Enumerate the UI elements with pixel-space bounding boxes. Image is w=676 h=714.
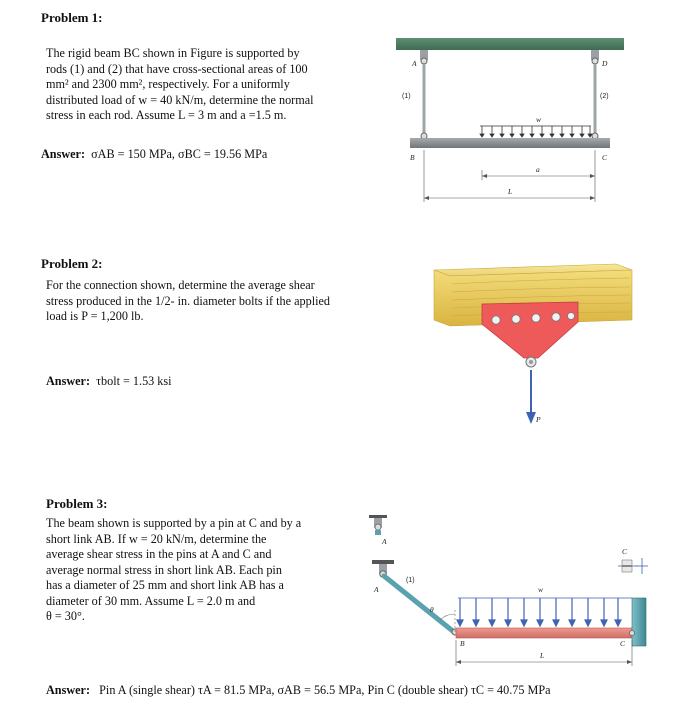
label-l-dim: L bbox=[540, 651, 545, 660]
label-p: P bbox=[536, 415, 541, 424]
bolt-icon bbox=[512, 315, 520, 323]
label-rod-2: (2) bbox=[600, 93, 609, 100]
problem-2-answer bbox=[46, 374, 172, 389]
answer-label: Answer: bbox=[46, 683, 91, 697]
distributed-load-arrows bbox=[457, 598, 621, 626]
support-a bbox=[372, 560, 394, 564]
label-b: B bbox=[410, 153, 415, 162]
problem-3-title: Problem 3: bbox=[46, 496, 108, 511]
figure-1-rigid-beam bbox=[390, 30, 630, 210]
problem-3-line: average shear stress in the pins at A and C and bbox=[46, 547, 272, 561]
problem-2-line: load is P = 1,200 lb. bbox=[46, 309, 144, 323]
problem-1-title: Problem 1: bbox=[41, 10, 103, 25]
problem-3-line: θ = 30°. bbox=[46, 609, 85, 623]
problem-1-line: rods (1) and (2) that have cross-sectional areas of 100 bbox=[46, 61, 308, 76]
label-d: D bbox=[602, 59, 608, 68]
problem-1-line: The rigid beam BC shown in Figure is supported by bbox=[46, 46, 300, 60]
answer-label: Answer: bbox=[46, 374, 91, 388]
problem-3-statement bbox=[46, 516, 366, 625]
label-w: w bbox=[536, 115, 542, 124]
problem-3-line: average normal stress in short link AB. Each pin bbox=[46, 562, 282, 577]
answer-value: τbolt = 1.53 ksi bbox=[96, 374, 172, 388]
problem-3-line: short link AB. If w = 20 kN/m, determine the bbox=[46, 531, 267, 546]
label-a-dim: a bbox=[536, 165, 540, 174]
gusset-plate bbox=[482, 302, 578, 358]
label-theta: θ bbox=[430, 605, 434, 614]
pin-c-detail bbox=[618, 558, 648, 574]
problem-2-title: Problem 2: bbox=[41, 256, 103, 271]
label-l-dim: L bbox=[508, 187, 513, 196]
pin-a bbox=[421, 58, 427, 64]
label-c-detail: C bbox=[622, 547, 628, 556]
label-b: B bbox=[460, 639, 465, 648]
pin-c bbox=[630, 631, 635, 636]
label-c: C bbox=[602, 153, 608, 162]
problem-2-line: For the connection shown, determine the average shear bbox=[46, 278, 315, 292]
bolt-icon bbox=[532, 314, 540, 322]
label-link-1: (1) bbox=[406, 577, 415, 584]
answer-value: σAB = 150 MPa, σBC = 19.56 MPa bbox=[91, 147, 268, 161]
label-w: w bbox=[538, 585, 544, 594]
figure-3-beam-link bbox=[360, 540, 660, 680]
bolt-icon bbox=[492, 316, 500, 324]
load-arrowhead bbox=[526, 412, 536, 424]
problem-3-line: diameter of 30 mm. Assume L = 2.0 m and bbox=[46, 593, 256, 608]
label-rod-1: (1) bbox=[402, 93, 411, 100]
problem-1-answer bbox=[41, 147, 267, 162]
beam-bc bbox=[456, 628, 632, 638]
answer-value: Pin A (single shear) τA = 81.5 MPa, σAB = 56.5 MPa, Pin C (double shear) τC = 40.75 MPa bbox=[99, 683, 551, 697]
problem-3-line: has a diameter of 25 mm and short link AB has a bbox=[46, 578, 284, 592]
link-ab bbox=[384, 576, 454, 632]
fixed-support-top bbox=[396, 38, 624, 50]
answer-label: Answer: bbox=[41, 147, 86, 161]
label-c: C bbox=[620, 639, 626, 648]
problem-3-line: The beam shown is supported by a pin at C and by a bbox=[46, 516, 302, 530]
problem-1-statement bbox=[46, 46, 386, 124]
problem-1-line: distributed load of w = 40 kN/m, determine the normal bbox=[46, 92, 314, 107]
label-a-detail: A bbox=[382, 537, 387, 546]
label-a: A bbox=[412, 59, 417, 68]
label-a: A bbox=[374, 585, 379, 594]
problem-1-line: stress in each rod. Assume L = 3 m and a =1.5 m. bbox=[46, 108, 287, 122]
wall-c bbox=[632, 598, 646, 646]
problem-3-answer bbox=[46, 683, 551, 698]
pin-d bbox=[592, 58, 598, 64]
distributed-load-arrows bbox=[480, 126, 592, 137]
beam-bc bbox=[410, 138, 610, 148]
problem-1-line: mm² and 2300 mm², respectively. For a uniformly bbox=[46, 77, 290, 91]
problem-2-line: stress produced in the 1/2- in. diameter bolts if the applied bbox=[46, 293, 330, 308]
bolt-icon bbox=[568, 313, 575, 320]
bolt-icon bbox=[552, 313, 560, 321]
problem-2-statement bbox=[46, 278, 391, 325]
figure-2-bolted-connection bbox=[420, 262, 640, 432]
